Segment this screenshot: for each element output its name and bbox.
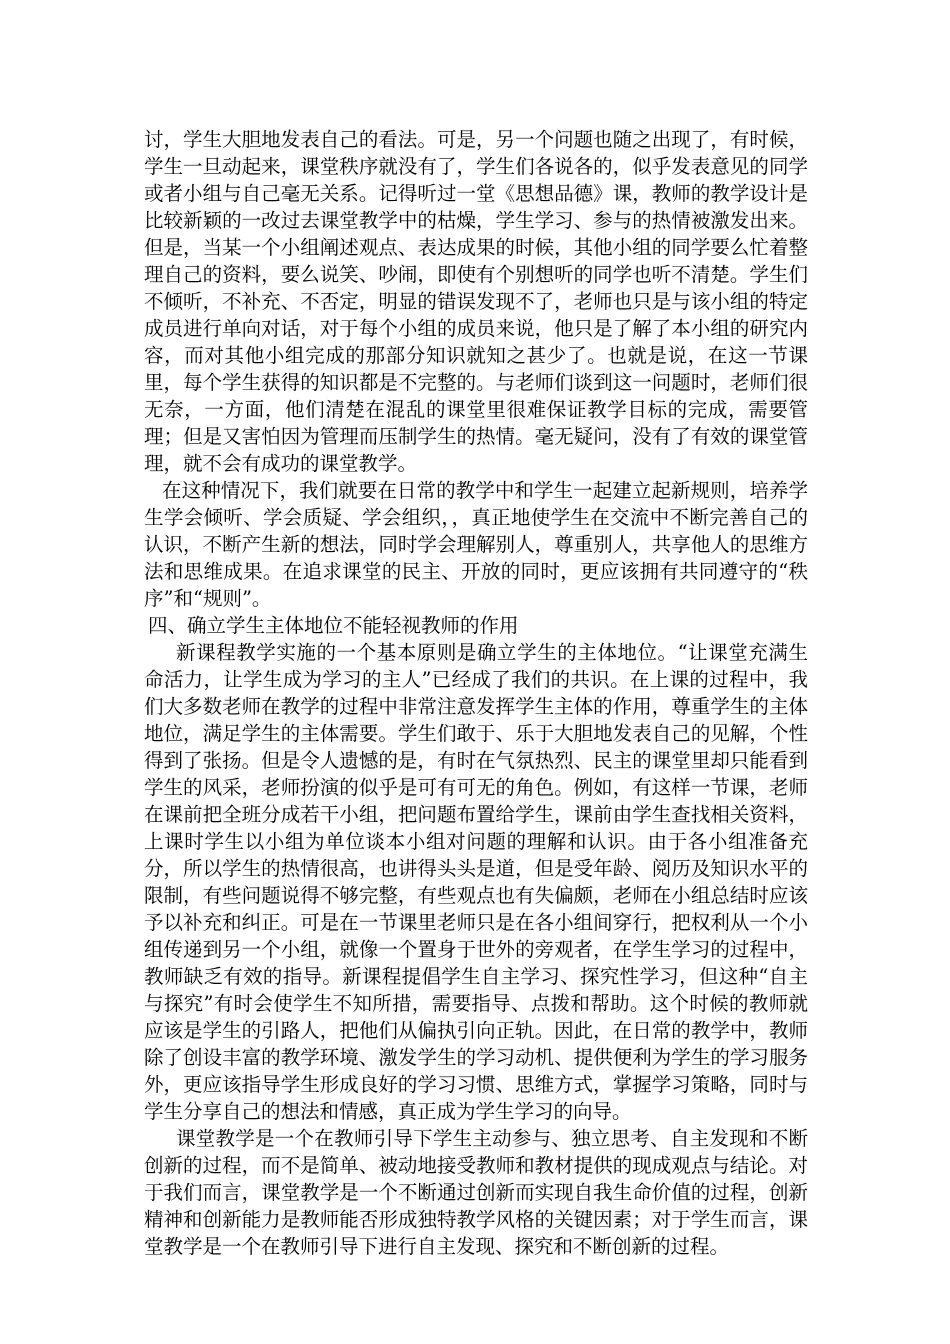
paragraph-new-rules: 在这种情况下，我们就要在日常的教学中和学生一起建立起新规则，培养学生学会倾听、学会质疑、学会组织，，真正地使学生在交流中不断完善自己的认识，不断产生新的想法，同时学会理解别人，尊重别人，共享他人的思维方法和思维成果。在追求课堂的民主、开放的同时，更应该拥有共同遵守的“秩序”和“规则”。 [144,479,808,610]
paragraph-classroom-order: 讨，学生大胆地发表自己的看法。可是，另一个问题也随之出现了，有时候，学生一旦动起来，课堂秩序就没有了，学生们各说各的，似乎发表意见的同学或者小组与自己毫无关系。记得听过一堂《思想品德》课，教师的教学设计是比较新颖的一改过去课堂教学中的枯燥，学生学习、参与的热情被激发出来。但是，当某一个小组阐述观点、表达成果的时候，其他小组的同学要么忙着整理自己的资料，要么说笑、吵闹，即使有个别想听的同学也听不清楚。学生们不倾听，不补充、不否定，明显的错误发现不了，老师也只是与该小组的特定成员进行单向对话，对于每个小组的成员来说，他只是了解了本小组的研究内容，而对其他小组完成的那部分知识就知之甚少了。也就是说，在这一节课里，每个学生获得的知识都是不完整的。与老师们谈到这一问题时，老师们很无奈，一方面，他们清楚在混乱的课堂里很难保证教学目标的完成，需要管理；但是又害怕因为管理而压制学生的热情。毫无疑问，没有了有效的课堂管理，就不会有成功的课堂教学。 [144,128,808,475]
paragraph-student-subject: 新课程教学实施的一个基本原则是确立学生的主体地位。“让课堂充满生命活力，让学生成为学习的主人”已经成了我们的共识。在上课的过程中，我们大多数老师在教学的过程中非常注意发挥学生主体的作用，尊重学生的主体地位，满足学生的主体需要。学生们敢于、乐于大胆地发表自己的见解，个性得到了张扬。但是令人遗憾的是，有时在气氛热烈、民主的课堂里却只能看到学生的风采，老师扮演的似乎是可有可无的角色。例如，有这样一节课，老师在课前把全班分成若干小组，把问题布置给学生，课前由学生查找相关资料，上课时学生以小组为单位谈本小组对问题的理解和认识。由于各小组准备充分，所以学生的热情很高，也讲得头头是道，但是受年龄、阅历及知识水平的限制，有些问题说得不够完整，有些观点也有失偏颇，老师在小组总结时应该予以补充和纠正。可是在一节课里老师只是在各小组间穿行，把权利从一个小组传递到另一个小组，就像一个置身于世外的旁观者，在学生学习的过程中，教师缺乏有效的指导。新课程提倡学生自主学习、探究性学习，但这种“自主与探究”有时会使学生不知所措，需要指导、点拨和帮助。这个时候的教师就应该是学生的引路人，把他们从偏执引向正轨。因此，在日常的教学中，教师除了创设丰富的教学环境、激发学生的学习动机、提供便利为学生的学习服务外，更应该指导学生形成良好的学习习惯、思维方式，掌握学习策略，同时与学生分享自己的想法和情感，真正成为学生学习的向导。 [144,641,808,1123]
paragraph-classroom-teaching: 课堂教学是一个在教师引导下学生主动参与、独立思考、自主发现和不断创新的过程，而不是简单、被动地接受教师和教材提供的现成观点与结论。对于我们而言，课堂教学是一个不断通过创新而实现自我生命价值的过程，创新精神和创新能力是教师能否形成独特教学风格的关键因素；对于学生而言，课堂教学是一个在教师引导下进行自主发现、探究和不断创新的过程。 [144,1127,808,1258]
document-page [144,126,808,1260]
section-heading-four: 四、确立学生主体地位不能轻视教师的作用 [148,614,519,637]
